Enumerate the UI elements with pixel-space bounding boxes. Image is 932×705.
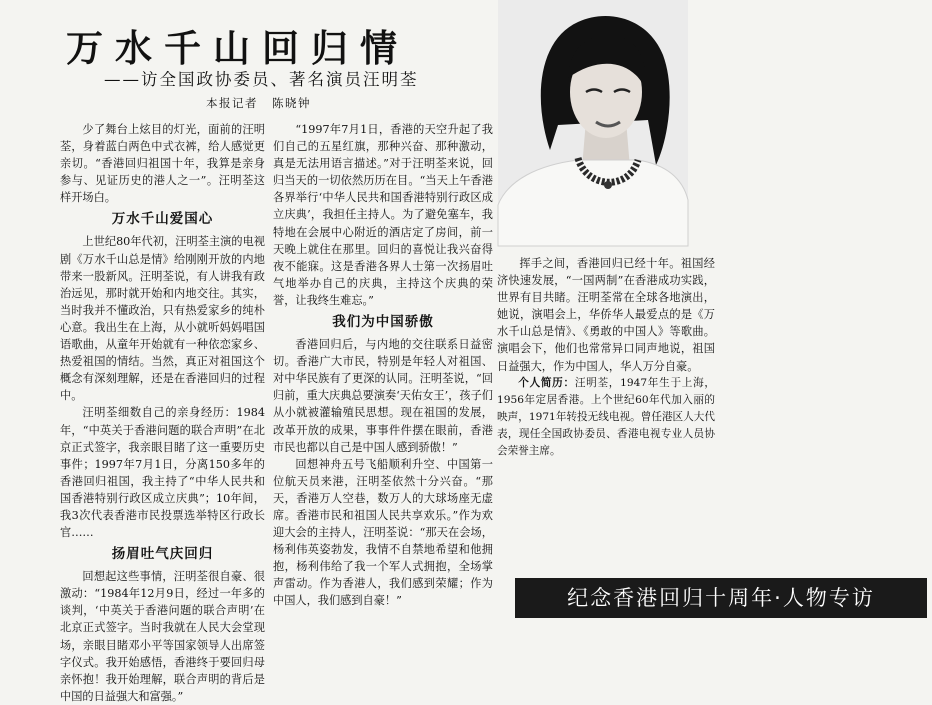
byline-author: 陈晓钟 bbox=[272, 96, 311, 110]
article-column-3 bbox=[497, 255, 715, 565]
article-subtitle: ——访全国政协委员、著名演员汪明荃 bbox=[104, 70, 419, 89]
section-heading-1: 万水千山爱国心 bbox=[111, 211, 214, 228]
article-title: 万水千山回归情 bbox=[66, 27, 409, 70]
article-column-2 bbox=[273, 121, 493, 646]
intro-paragraph: 少了舞台上炫目的灯光，面前的汪明荃，身着蓝白两色中式衣裤，给人感觉更亲切。“香港回归祖国十年，我算是亲身参与、见证历史的港人之一”。汪明荃这样开场白。 bbox=[60, 123, 265, 205]
section2-paragraph-1: 回想起这些事情，汪明荃很自豪、很激动：“1984年12月9日，经过一年多的谈判，‘中英关于香港问题的联合声明’在北京正式签字。当时我就在人民大会堂现场，亲眼目睹邓小平等国家领导人出席签字仪式。我开始感悟，香港终于要回归母亲怀抱！我开始理解，联合声明的背后是中国的日益强大和富强。” bbox=[60, 570, 265, 703]
section1-paragraph-1: 上世纪80年代初，汪明荃主演的电视剧《万水千山总是情》给刚刚开放的内地带来一股新风。汪明荃说，有人讲我有政治远见，那时就开始和内地交往。其实，当时我并不懂政治，只有热爱家乡的纯朴心意。我出生在上海，从小就听妈妈唱国语歌曲，从童年开始就有一种依恋家乡、热爱祖国的情结。当然，真正对祖国这个概念有深刻理解，还是在香港回归的过程中。 bbox=[60, 235, 265, 403]
byline bbox=[206, 95, 325, 111]
section3-paragraph-3: 挥手之间，香港回归已经十年。祖国经济快速发展，“一国两制”在香港成功实践，世界有目共睹。汪明荃常在全球各地演出，她说，演唱会上，华侨华人最爱点的是《万水千山总是情》、《勇敢的中国人》等歌曲。演唱会下，他们也常常异口同声地说，祖国日益强大，作为中国人，华人万分自豪。 bbox=[497, 257, 715, 373]
bio-paragraph bbox=[497, 375, 715, 460]
byline-prefix: 本报记者 bbox=[206, 96, 258, 110]
section-heading-3: 我们为中国骄傲 bbox=[332, 314, 434, 331]
portrait-illustration bbox=[498, 0, 688, 246]
section1-paragraph-2: 汪明荃细数自己的亲身经历：1984年，“中英关于香港问题的联合声明”在北京正式签字，我亲眼目睹了这一重要历史事件；1997年7月1日，分离150多年的香港回归祖国，我主持了“中华人民共和国香港特别行政区成立庆典”；10年间，我3次代表香港市民投票选举特区行政长官…… bbox=[60, 406, 265, 540]
anniversary-banner: 纪念香港回归十周年·人物专访 bbox=[515, 578, 927, 618]
section-heading-2: 扬眉吐气庆回归 bbox=[111, 546, 214, 563]
bio-text: 汪明荃，1947年生于上海，1956年定居香港。上个世纪60年代加入丽的映声，1971年转投无线电视。曾任港区人大代表，现任全国政协委员、香港电视专业人员协会荣誉主席。 bbox=[497, 376, 716, 458]
section2-paragraph-2: “1997年7月1日，香港的天空升起了我们自己的五星红旗，那种兴奋、那种激动，真是无法用语言描述。”对于汪明荃来说，回归当天的一切依然历历在目。“当天上午香港各界举行‘中华人民共和国香港特别行政区成立庆典’，我担任主持人。为了避免塞车，我特地在会展中心附近的酒店定了房间，前一天晚上就住在那里。回归的喜悦让我兴奋得夜不能寐。这是香港各界人士第一次扬眉吐气地举办自己的庆典，主持这个庆典的荣誉，让我终生难忘。” bbox=[273, 123, 493, 307]
portrait-photo bbox=[498, 0, 688, 246]
section3-paragraph-1: 香港回归后，与内地的交往联系日益密切。香港广大市民，特别是年轻人对祖国、对中华民族有了更深的认同。汪明荃说，“回归前，重大庆典总要演奏‘天佑女王’，孩子们从小就被灌输殖民思想。现在祖国的发展，改革开放的成果，事事件件摆在眼前，香港市民也都以自己是中国人感到骄傲！” bbox=[273, 338, 493, 454]
section3-paragraph-2: 回想神舟五号飞船顺利升空、中国第一位航天员来港，汪明荃依然十分兴奋。“那天，香港万人空巷，数万人的大球场座无虚席。香港市民和祖国人民共享欢乐。”作为欢迎大会的主持人，汪明荃说：“那天在会场，杨利伟英姿勃发，我情不自禁地希望和他拥抱，杨利伟给了我一个军人式拥抱，全场掌声雷动。作为香港人，我们感到荣耀；作为中国人，我们感到自豪！” bbox=[273, 457, 493, 608]
article-column-1 bbox=[60, 121, 265, 703]
bio-label: 个人简历： bbox=[518, 376, 575, 389]
